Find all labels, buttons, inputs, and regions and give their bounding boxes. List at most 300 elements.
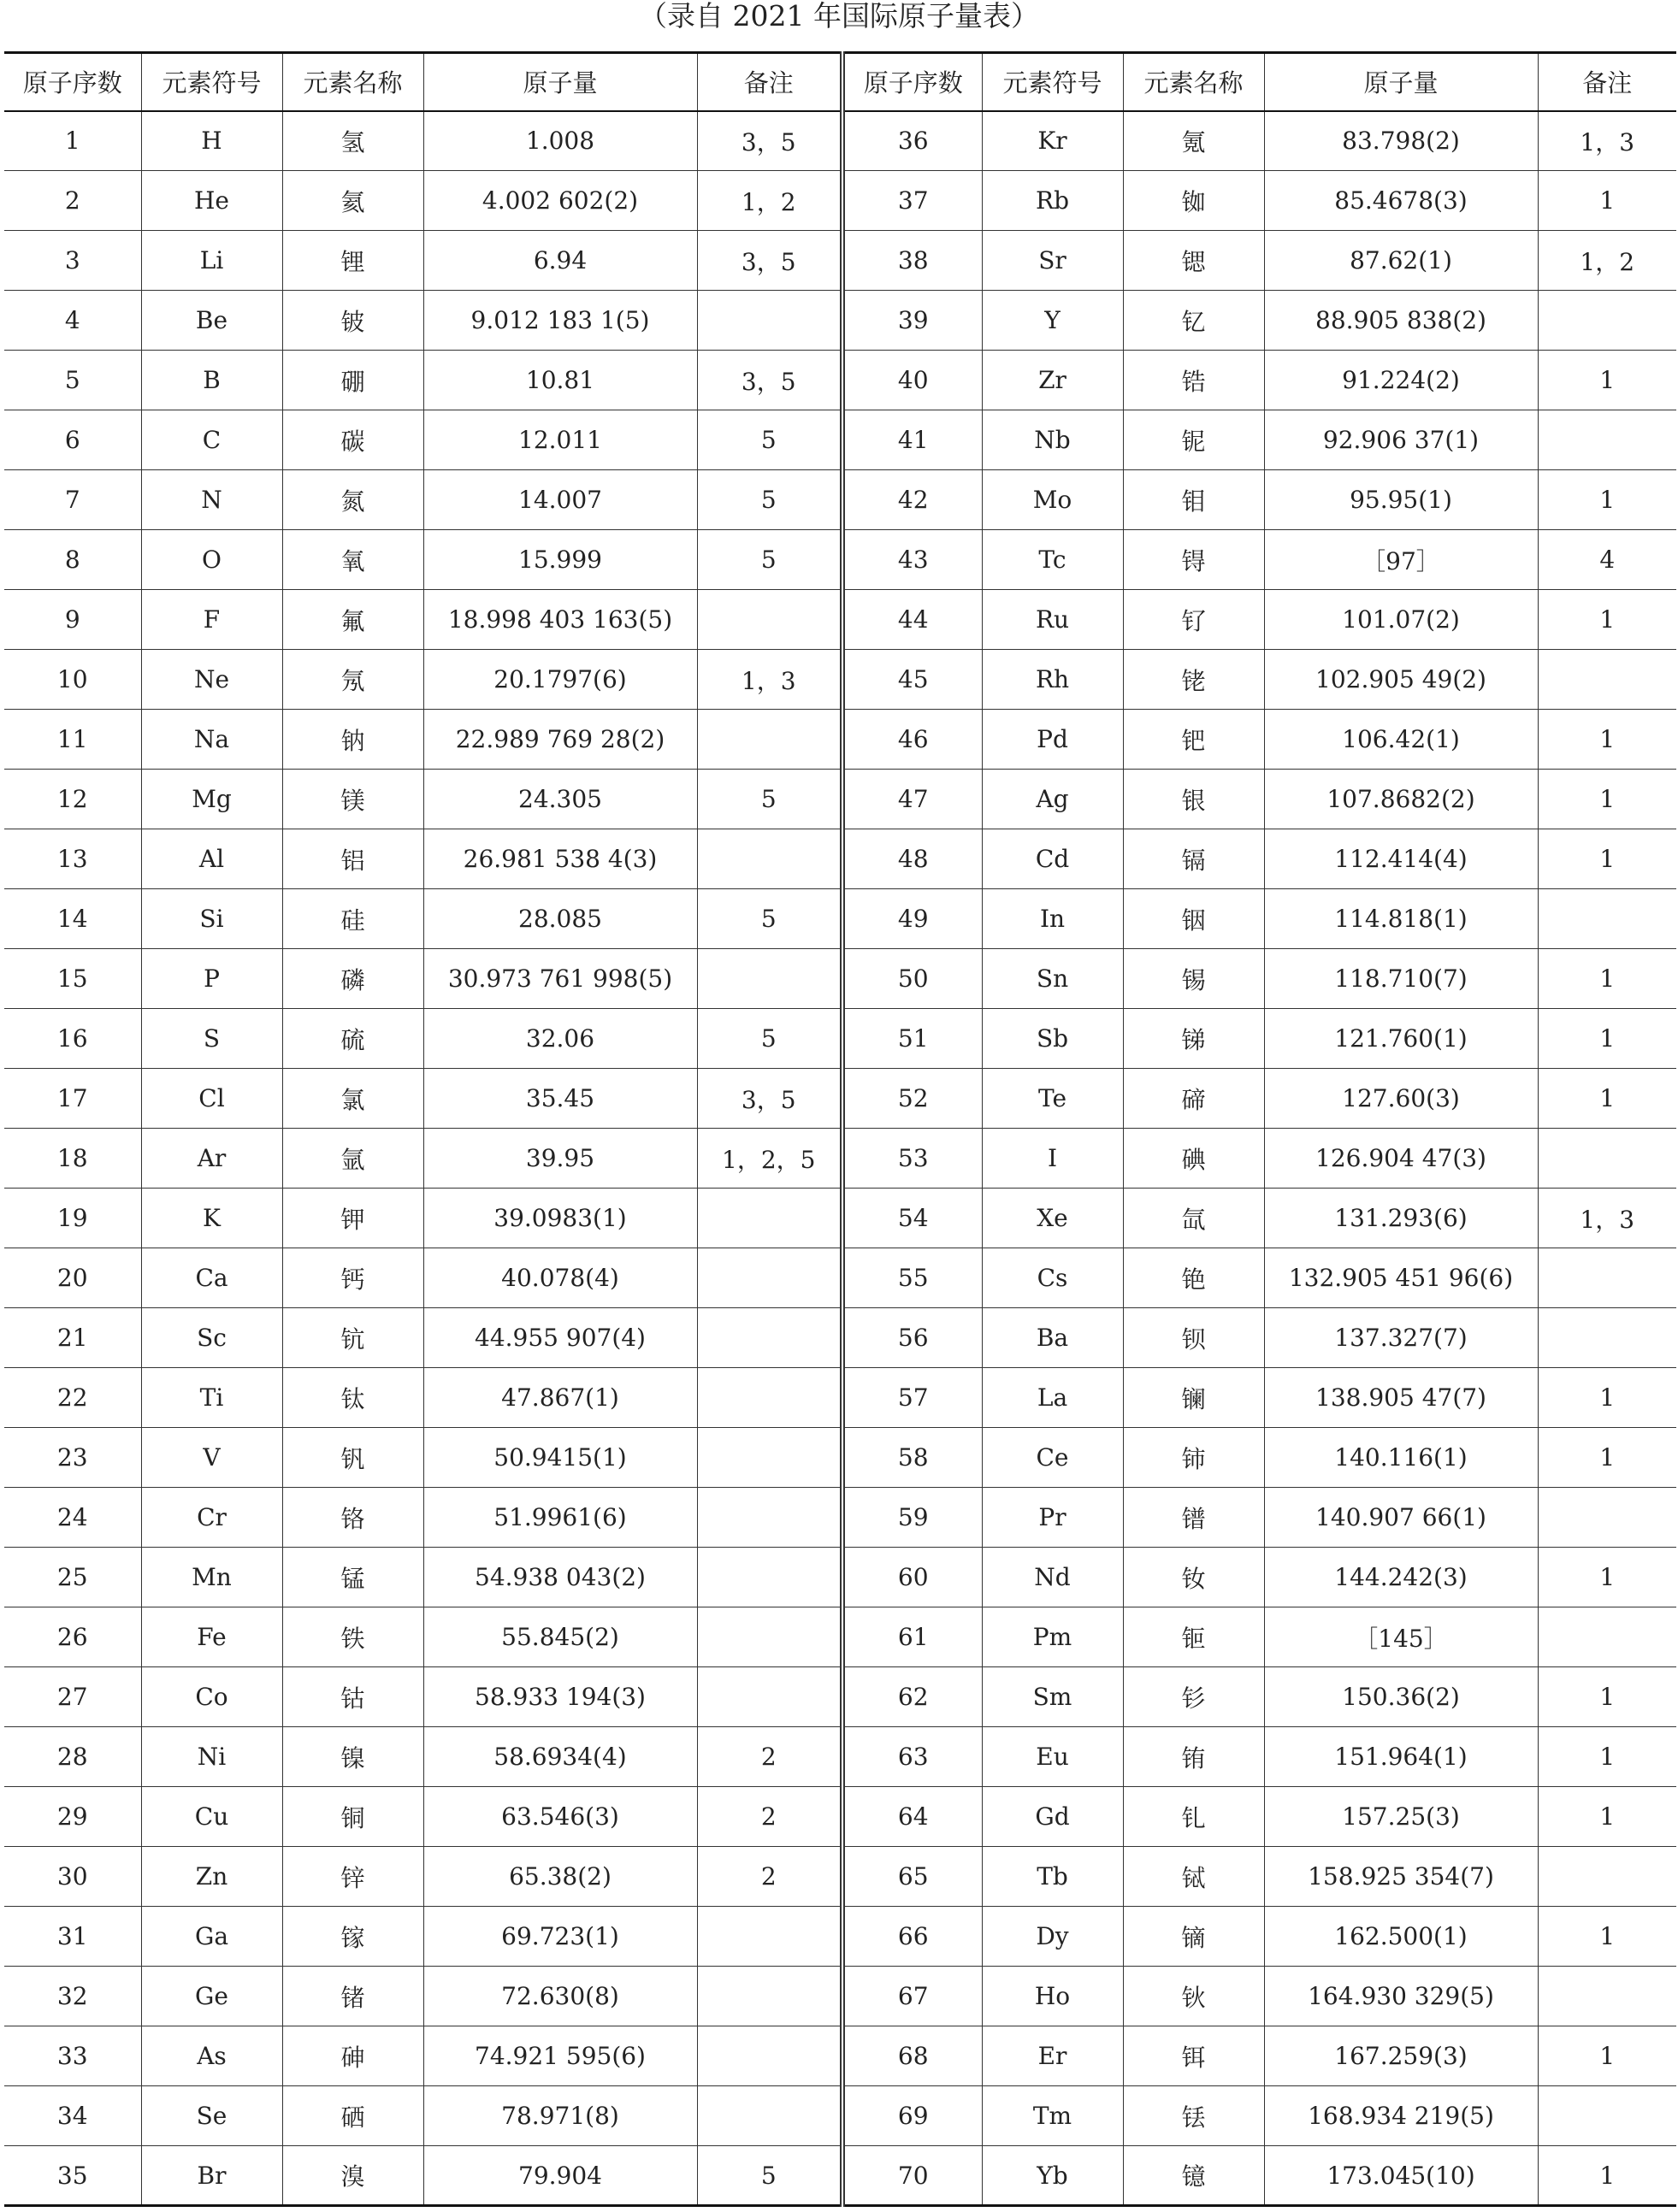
table-row [4, 470, 1676, 530]
atomic-number-cell: 16 [4, 1009, 141, 1069]
symbol-cell: Pm [982, 1607, 1123, 1667]
note-cell: 1，2，5 [697, 1129, 842, 1189]
symbol-cell: Pd [982, 710, 1123, 770]
table-row [4, 410, 1676, 470]
symbol-cell: Er [982, 2026, 1123, 2086]
table-row [4, 1607, 1676, 1667]
atomic-number-cell: 15 [4, 949, 141, 1009]
symbol-cell: Cd [982, 829, 1123, 889]
name-cell: 锶 [1123, 231, 1264, 291]
symbol-cell: Tm [982, 2086, 1123, 2146]
atomic-weight-cell: 137.327(7) [1264, 1308, 1538, 1368]
note-cell: 1 [1538, 770, 1676, 829]
name-cell: 镍 [282, 1727, 423, 1787]
note-cell: 1 [1538, 470, 1676, 530]
symbol-cell: Sb [982, 1009, 1123, 1069]
name-cell: 镱 [1123, 2146, 1264, 2206]
name-cell: 氖 [282, 650, 423, 710]
name-cell: 锆 [1123, 351, 1264, 410]
note-cell: 1 [1538, 829, 1676, 889]
symbol-cell: Xe [982, 1189, 1123, 1248]
table-row [4, 889, 1676, 949]
atomic-number-cell: 53 [842, 1129, 982, 1189]
atomic-number-cell: 17 [4, 1069, 141, 1129]
atomic-weight-cell: 40.078(4) [423, 1248, 697, 1308]
atomic-number-cell: 44 [842, 590, 982, 650]
atomic-weight-cell: 10.81 [423, 351, 697, 410]
header-note: 备注 [1538, 53, 1676, 111]
atomic-number-cell: 28 [4, 1727, 141, 1787]
symbol-cell: Zn [141, 1847, 282, 1907]
symbol-cell: Nb [982, 410, 1123, 470]
atomic-weight-cell: 132.905 451 96(6) [1264, 1248, 1538, 1308]
atomic-number-cell: 52 [842, 1069, 982, 1129]
symbol-cell: Nd [982, 1548, 1123, 1607]
header-symbol: 元素符号 [141, 53, 282, 111]
name-cell: 铑 [1123, 650, 1264, 710]
name-cell: 铽 [1123, 1847, 1264, 1907]
symbol-cell: Ge [141, 1967, 282, 2026]
note-cell: 1，3 [1538, 1189, 1676, 1248]
atomic-weight-cell: 26.981 538 4(3) [423, 829, 697, 889]
note-cell: 5 [697, 889, 842, 949]
symbol-cell: B [141, 351, 282, 410]
note-cell: 5 [697, 2146, 842, 2206]
note-cell [1538, 889, 1676, 949]
table-row [4, 2026, 1676, 2086]
table-row [4, 1428, 1676, 1488]
symbol-cell: Ne [141, 650, 282, 710]
note-cell [1538, 291, 1676, 351]
name-cell: 氯 [282, 1069, 423, 1129]
atomic-weight-cell: 30.973 761 998(5) [423, 949, 697, 1009]
header-name: 元素名称 [1123, 53, 1264, 111]
atomic-number-cell: 48 [842, 829, 982, 889]
atomic-number-cell: 12 [4, 770, 141, 829]
symbol-cell: K [141, 1189, 282, 1248]
symbol-cell: Rb [982, 171, 1123, 231]
symbol-cell: Co [141, 1667, 282, 1727]
atomic-number-cell: 64 [842, 1787, 982, 1847]
atomic-number-cell: 37 [842, 171, 982, 231]
name-cell: 铈 [1123, 1428, 1264, 1488]
atomic-weight-cell: 88.905 838(2) [1264, 291, 1538, 351]
note-cell: 1 [1538, 1009, 1676, 1069]
note-cell: 2 [697, 1787, 842, 1847]
header-atomic-weight: 原子量 [1264, 53, 1538, 111]
atomic-weight-cell: 106.42(1) [1264, 710, 1538, 770]
atomic-number-cell: 6 [4, 410, 141, 470]
atomic-number-cell: 11 [4, 710, 141, 770]
atomic-number-cell: 58 [842, 1428, 982, 1488]
atomic-weight-cell: 140.116(1) [1264, 1428, 1538, 1488]
name-cell: 钯 [1123, 710, 1264, 770]
symbol-cell: Li [141, 231, 282, 291]
note-cell: 1 [1538, 1787, 1676, 1847]
atomic-number-cell: 1 [4, 111, 141, 171]
atomic-number-cell: 57 [842, 1368, 982, 1428]
atomic-number-cell: 39 [842, 291, 982, 351]
atomic-weight-cell: 9.012 183 1(5) [423, 291, 697, 351]
note-cell [697, 829, 842, 889]
atomic-weight-cell: 85.4678(3) [1264, 171, 1538, 231]
symbol-cell: Cr [141, 1488, 282, 1548]
table-row [4, 1847, 1676, 1907]
name-cell: 硼 [282, 351, 423, 410]
note-cell: 1 [1538, 1428, 1676, 1488]
note-cell: 1 [1538, 2146, 1676, 2206]
note-cell: 4 [1538, 530, 1676, 590]
name-cell: 氮 [282, 470, 423, 530]
atomic-number-cell: 50 [842, 949, 982, 1009]
table-row [4, 1548, 1676, 1607]
atomic-weight-cell: 47.867(1) [423, 1368, 697, 1428]
symbol-cell: As [141, 2026, 282, 2086]
name-cell: 镁 [282, 770, 423, 829]
atomic-number-cell: 10 [4, 650, 141, 710]
atomic-weight-cell: 20.1797(6) [423, 650, 697, 710]
atomic-number-cell: 61 [842, 1607, 982, 1667]
name-cell: 钾 [282, 1189, 423, 1248]
atomic-weight-cell: 39.95 [423, 1129, 697, 1189]
table-row [4, 1787, 1676, 1847]
note-cell: 5 [697, 470, 842, 530]
table-row [4, 1308, 1676, 1368]
symbol-cell: Cs [982, 1248, 1123, 1308]
name-cell: 锑 [1123, 1009, 1264, 1069]
name-cell: 钕 [1123, 1548, 1264, 1607]
atomic-weight-cell: 54.938 043(2) [423, 1548, 697, 1607]
note-cell: 5 [697, 1009, 842, 1069]
atomic-weight-cell: 95.95(1) [1264, 470, 1538, 530]
note-cell: 1，3 [1538, 111, 1676, 171]
symbol-cell: Kr [982, 111, 1123, 171]
atomic-number-cell: 26 [4, 1607, 141, 1667]
note-cell: 3，5 [697, 231, 842, 291]
atomic-number-cell: 32 [4, 1967, 141, 2026]
symbol-cell: Cu [141, 1787, 282, 1847]
atomic-weight-cell: 65.38(2) [423, 1847, 697, 1907]
name-cell: 锰 [282, 1548, 423, 1607]
atomic-weight-cell: 69.723(1) [423, 1907, 697, 1967]
atomic-weight-cell: 144.242(3) [1264, 1548, 1538, 1607]
atomic-weight-cell: 102.905 49(2) [1264, 650, 1538, 710]
header-symbol: 元素符号 [982, 53, 1123, 111]
name-cell: 铒 [1123, 2026, 1264, 2086]
note-cell [697, 1248, 842, 1308]
symbol-cell: Tb [982, 1847, 1123, 1907]
symbol-cell: He [141, 171, 282, 231]
note-cell: 1 [1538, 949, 1676, 1009]
table-row [4, 770, 1676, 829]
note-cell: 5 [697, 410, 842, 470]
atomic-number-cell: 42 [842, 470, 982, 530]
atomic-number-cell: 40 [842, 351, 982, 410]
note-cell: 1 [1538, 1667, 1676, 1727]
symbol-cell: N [141, 470, 282, 530]
atomic-weight-cell: 32.06 [423, 1009, 697, 1069]
table-row [4, 231, 1676, 291]
name-cell: 氢 [282, 111, 423, 171]
table-row [4, 111, 1676, 171]
note-cell [697, 1607, 842, 1667]
note-cell: 1 [1538, 710, 1676, 770]
atomic-number-cell: 55 [842, 1248, 982, 1308]
atomic-weight-cell: 12.011 [423, 410, 697, 470]
note-cell [697, 590, 842, 650]
symbol-cell: Tc [982, 530, 1123, 590]
note-cell [697, 1667, 842, 1727]
atomic-number-cell: 59 [842, 1488, 982, 1548]
note-cell [1538, 1847, 1676, 1907]
name-cell: 银 [1123, 770, 1264, 829]
atomic-weight-cell: 114.818(1) [1264, 889, 1538, 949]
atomic-weight-cell: ［97］ [1264, 530, 1538, 590]
atomic-weight-cell: 50.9415(1) [423, 1428, 697, 1488]
atomic-number-cell: 65 [842, 1847, 982, 1907]
symbol-cell: Mn [141, 1548, 282, 1607]
name-cell: 钪 [282, 1308, 423, 1368]
name-cell: 硅 [282, 889, 423, 949]
name-cell: 磷 [282, 949, 423, 1009]
atomic-weight-cell: 58.933 194(3) [423, 1667, 697, 1727]
table-row [4, 2086, 1676, 2146]
name-cell: 氦 [282, 171, 423, 231]
atomic-weight-cell: 63.546(3) [423, 1787, 697, 1847]
note-cell: 1 [1538, 1069, 1676, 1129]
note-cell [1538, 650, 1676, 710]
symbol-cell: Na [141, 710, 282, 770]
note-cell: 5 [697, 530, 842, 590]
note-cell [697, 2026, 842, 2086]
atomic-weight-cell: 91.224(2) [1264, 351, 1538, 410]
table-row [4, 1248, 1676, 1308]
atomic-number-cell: 22 [4, 1368, 141, 1428]
atomic-weight-cell: 72.630(8) [423, 1967, 697, 2026]
note-cell [1538, 1607, 1676, 1667]
symbol-cell: P [141, 949, 282, 1009]
atomic-weight-cell: 173.045(10) [1264, 2146, 1538, 2206]
table-row [4, 1488, 1676, 1548]
name-cell: 镝 [1123, 1907, 1264, 1967]
atomic-number-cell: 30 [4, 1847, 141, 1907]
symbol-cell: Sr [982, 231, 1123, 291]
atomic-number-cell: 62 [842, 1667, 982, 1727]
atomic-weight-cell: 18.998 403 163(5) [423, 590, 697, 650]
symbol-cell: Zr [982, 351, 1123, 410]
note-cell [1538, 1129, 1676, 1189]
atomic-weight-cell: 39.0983(1) [423, 1189, 697, 1248]
atomic-number-cell: 3 [4, 231, 141, 291]
symbol-cell: O [141, 530, 282, 590]
atomic-weight-cell: 79.904 [423, 2146, 697, 2206]
symbol-cell: Br [141, 2146, 282, 2206]
atomic-weight-cell: 127.60(3) [1264, 1069, 1538, 1129]
atomic-weight-cell: 168.934 219(5) [1264, 2086, 1538, 2146]
name-cell: 钡 [1123, 1308, 1264, 1368]
atomic-number-cell: 20 [4, 1248, 141, 1308]
note-cell [1538, 1308, 1676, 1368]
name-cell: 锡 [1123, 949, 1264, 1009]
atomic-weight-cell: 101.07(2) [1264, 590, 1538, 650]
symbol-cell: Ho [982, 1967, 1123, 2026]
atomic-weight-cell: 150.36(2) [1264, 1667, 1538, 1727]
atomic-number-cell: 68 [842, 2026, 982, 2086]
name-cell: 铕 [1123, 1727, 1264, 1787]
symbol-cell: Ni [141, 1727, 282, 1787]
name-cell: 钒 [282, 1428, 423, 1488]
name-cell: 氩 [282, 1129, 423, 1189]
note-cell [697, 949, 842, 1009]
header-atomic-number: 原子序数 [4, 53, 141, 111]
table-row [4, 171, 1676, 231]
atomic-weight-cell: 24.305 [423, 770, 697, 829]
symbol-cell: Ag [982, 770, 1123, 829]
note-cell [697, 1907, 842, 1967]
atomic-number-cell: 23 [4, 1428, 141, 1488]
symbol-cell: Si [141, 889, 282, 949]
atomic-number-cell: 9 [4, 590, 141, 650]
atomic-weight-cell: 58.6934(4) [423, 1727, 697, 1787]
name-cell: 铥 [1123, 2086, 1264, 2146]
atomic-number-cell: 41 [842, 410, 982, 470]
name-cell: 铁 [282, 1607, 423, 1667]
symbol-cell: S [141, 1009, 282, 1069]
note-cell: 1，3 [697, 650, 842, 710]
name-cell: 氧 [282, 530, 423, 590]
name-cell: 锌 [282, 1847, 423, 1907]
note-cell [697, 1488, 842, 1548]
table-row [4, 1129, 1676, 1189]
name-cell: 铯 [1123, 1248, 1264, 1308]
symbol-cell: C [141, 410, 282, 470]
note-cell: 1 [1538, 171, 1676, 231]
symbol-cell: Sc [141, 1308, 282, 1368]
note-cell: 2 [697, 1727, 842, 1787]
name-cell: 铟 [1123, 889, 1264, 949]
name-cell: 钛 [282, 1368, 423, 1428]
atomic-weight-cell: 121.760(1) [1264, 1009, 1538, 1069]
atomic-number-cell: 67 [842, 1967, 982, 2026]
table-row [4, 1727, 1676, 1787]
atomic-number-cell: 29 [4, 1787, 141, 1847]
table-row [4, 291, 1676, 351]
table-row [4, 650, 1676, 710]
name-cell: 铍 [282, 291, 423, 351]
atomic-weight-cell: 151.964(1) [1264, 1727, 1538, 1787]
atomic-number-cell: 31 [4, 1907, 141, 1967]
name-cell: 钠 [282, 710, 423, 770]
atomic-weight-cell: 164.930 329(5) [1264, 1967, 1538, 2026]
symbol-cell: Sn [982, 949, 1123, 1009]
symbol-cell: Ba [982, 1308, 1123, 1368]
note-cell [697, 1967, 842, 2026]
atomic-weight-cell: 44.955 907(4) [423, 1308, 697, 1368]
name-cell: 砷 [282, 2026, 423, 2086]
atomic-number-cell: 8 [4, 530, 141, 590]
atomic-number-cell: 5 [4, 351, 141, 410]
name-cell: 钙 [282, 1248, 423, 1308]
symbol-cell: Ga [141, 1907, 282, 1967]
table-row [4, 2146, 1676, 2206]
note-cell: 1 [1538, 1907, 1676, 1967]
name-cell: 钌 [1123, 590, 1264, 650]
atomic-weight-cell: 107.8682(2) [1264, 770, 1538, 829]
atomic-number-cell: 25 [4, 1548, 141, 1607]
name-cell: 钬 [1123, 1967, 1264, 2026]
note-cell: 1，2 [697, 171, 842, 231]
table-row [4, 710, 1676, 770]
atomic-number-cell: 63 [842, 1727, 982, 1787]
note-cell: 3，5 [697, 351, 842, 410]
symbol-cell: I [982, 1129, 1123, 1189]
table-row [4, 1907, 1676, 1967]
atomic-number-cell: 47 [842, 770, 982, 829]
symbol-cell: Be [141, 291, 282, 351]
atomic-number-cell: 49 [842, 889, 982, 949]
name-cell: 铜 [282, 1787, 423, 1847]
symbol-cell: In [982, 889, 1123, 949]
symbol-cell: Fe [141, 1607, 282, 1667]
name-cell: 镓 [282, 1907, 423, 1967]
atomic-weight-cell: 22.989 769 28(2) [423, 710, 697, 770]
table-row [4, 590, 1676, 650]
atomic-weight-cell: 162.500(1) [1264, 1907, 1538, 1967]
note-cell [1538, 1967, 1676, 2026]
atomic-number-cell: 13 [4, 829, 141, 889]
note-cell: 1 [1538, 1368, 1676, 1428]
atomic-number-cell: 66 [842, 1907, 982, 1967]
symbol-cell: Ar [141, 1129, 282, 1189]
name-cell: 钐 [1123, 1667, 1264, 1727]
name-cell: 碘 [1123, 1129, 1264, 1189]
atomic-weight-cell: 112.414(4) [1264, 829, 1538, 889]
header-note: 备注 [697, 53, 842, 111]
atomic-number-cell: 24 [4, 1488, 141, 1548]
note-cell [697, 291, 842, 351]
symbol-cell: Ti [141, 1368, 282, 1428]
symbol-cell: Sm [982, 1667, 1123, 1727]
note-cell [697, 710, 842, 770]
atomic-weight-cell: 131.293(6) [1264, 1189, 1538, 1248]
atomic-weight-cell: 74.921 595(6) [423, 2026, 697, 2086]
note-cell: 3，5 [697, 1069, 842, 1129]
name-cell: 铝 [282, 829, 423, 889]
symbol-cell: H [141, 111, 282, 171]
name-cell: 硫 [282, 1009, 423, 1069]
note-cell: 5 [697, 770, 842, 829]
atomic-number-cell: 54 [842, 1189, 982, 1248]
note-cell [697, 1368, 842, 1428]
name-cell: 钇 [1123, 291, 1264, 351]
atomic-weight-cell: 87.62(1) [1264, 231, 1538, 291]
atomic-number-cell: 43 [842, 530, 982, 590]
atomic-number-cell: 27 [4, 1667, 141, 1727]
table-row [4, 1009, 1676, 1069]
atomic-weight-cell: 138.905 47(7) [1264, 1368, 1538, 1428]
name-cell: 钴 [282, 1667, 423, 1727]
header-row [4, 53, 1676, 111]
table-row [4, 829, 1676, 889]
name-cell: 镨 [1123, 1488, 1264, 1548]
atomic-number-cell: 19 [4, 1189, 141, 1248]
table-row [4, 1069, 1676, 1129]
atomic-weight-cell: 14.007 [423, 470, 697, 530]
table-row [4, 949, 1676, 1009]
name-cell: 碳 [282, 410, 423, 470]
name-cell: 钷 [1123, 1607, 1264, 1667]
symbol-cell: Te [982, 1069, 1123, 1129]
